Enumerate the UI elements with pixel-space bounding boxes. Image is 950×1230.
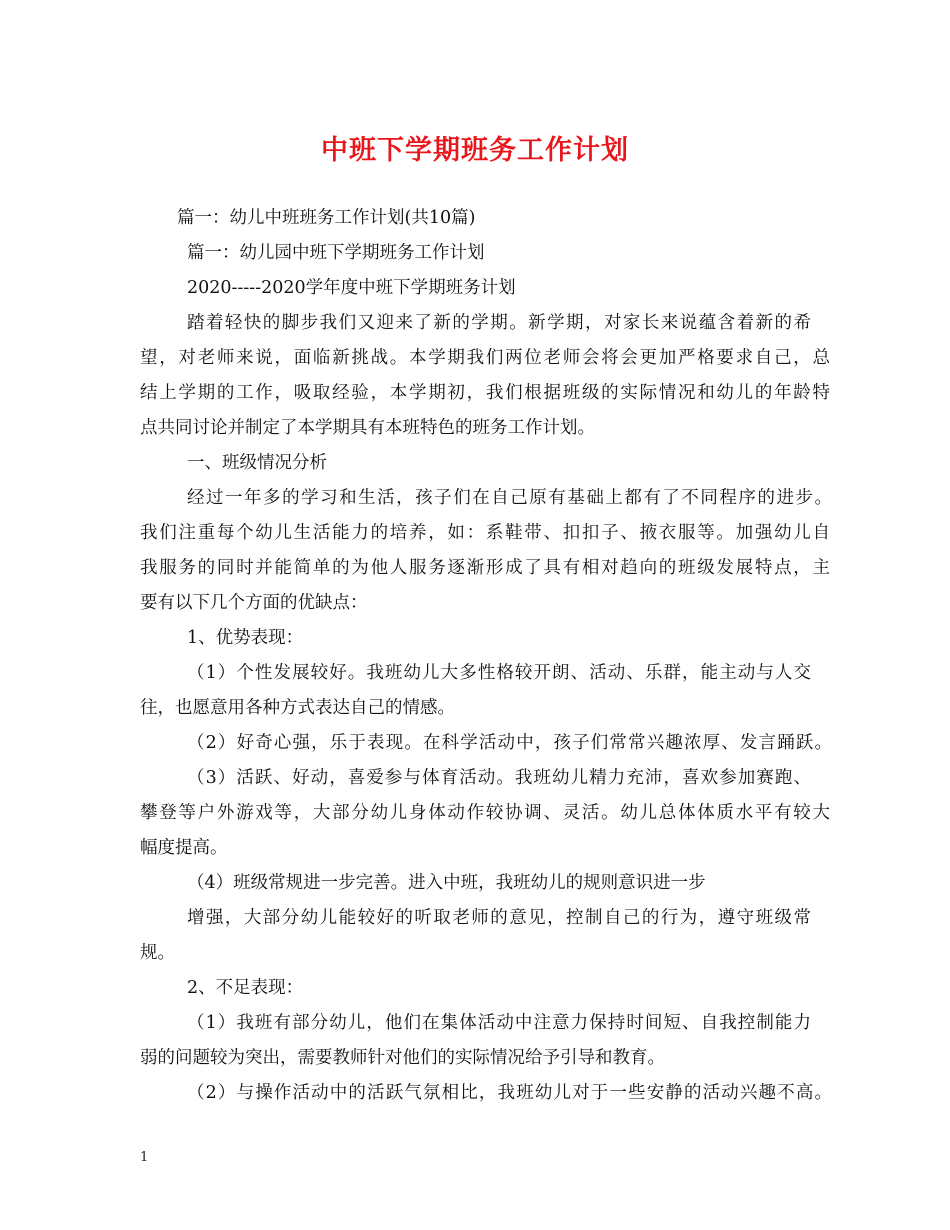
text-line: （2）与操作活动中的活跃气氛相比，我班幼儿对于一些安静的活动兴趣不高。 bbox=[187, 1083, 832, 1103]
text-line: 幅度提高。 bbox=[140, 838, 228, 858]
document-title: 中班下学期班务工作计划 bbox=[321, 135, 629, 166]
text-line: 往，也愿意用各种方式表达自己的情感。 bbox=[140, 698, 455, 718]
text-line: 望，对老师来说，面临新挑战。本学期我们两位老师会将会更加严格要求自己，总 bbox=[140, 348, 830, 368]
text-line: （1）我班有部分幼儿，他们在集体活动中注意力保持时间短、自我控制能力 bbox=[187, 1013, 811, 1033]
text-line: （4）班级常规进一步完善。进入中班，我班幼儿的规则意识进一步 bbox=[187, 873, 706, 893]
subsection-heading: 2、不足表现： bbox=[187, 978, 304, 998]
text-line: 篇一：幼儿中班班务工作计划(共10篇) bbox=[177, 208, 476, 228]
text-line: 弱的问题较为突出，需要教师针对他们的实际情况给予引导和教育。 bbox=[140, 1048, 665, 1068]
text-line: 规。 bbox=[140, 943, 175, 963]
text-line: （3）活跃、好动，喜爱参与体育活动。我班幼儿精力充沛，喜欢参加赛跑、 bbox=[187, 768, 811, 788]
section-heading: 一、班级情况分析 bbox=[187, 453, 327, 473]
text-line: 我服务的同时并能简单的为他人服务逐渐形成了具有相对趋向的班级发展特点，主 bbox=[140, 558, 830, 578]
text-line: 2020-----2020学年度中班下学期班务计划 bbox=[187, 278, 516, 298]
subsection-heading: 1、优势表现： bbox=[187, 628, 304, 648]
text-line: 增强，大部分幼儿能较好的听取老师的意见，控制自己的行为，遵守班级常 bbox=[187, 908, 811, 928]
text-line: 点共同讨论并制定了本学期具有本班特色的班务工作计划。 bbox=[140, 418, 595, 438]
text-line: 篇一：幼儿园中班下学期班务工作计划 bbox=[187, 243, 485, 263]
text-line: （2）好奇心强，乐于表现。在科学活动中，孩子们常常兴趣浓厚、发言踊跃。 bbox=[187, 733, 832, 753]
text-line: （1）个性发展较好。我班幼儿大多性格较开朗、活动、乐群，能主动与人交 bbox=[187, 663, 811, 683]
text-line: 攀登等户外游戏等，大部分幼儿身体动作较协调、灵活。幼儿总体体质水平有较大 bbox=[140, 803, 830, 823]
page-number: 1 bbox=[140, 1150, 149, 1165]
text-line: 经过一年多的学习和生活，孩子们在自己原有基础上都有了不同程序的进步。 bbox=[187, 488, 832, 508]
text-line: 我们注重每个幼儿生活能力的培养，如：系鞋带、扣扣子、掖衣服等。加强幼儿自 bbox=[140, 523, 830, 543]
text-line: 结上学期的工作，吸取经验，本学期初，我们根据班级的实际情况和幼儿的年龄特 bbox=[140, 383, 830, 403]
text-line: 要有以下几个方面的优缺点： bbox=[140, 593, 368, 613]
text-line: 踏着轻快的脚步我们又迎来了新的学期。新学期，对家长来说蕴含着新的希 bbox=[187, 313, 811, 333]
